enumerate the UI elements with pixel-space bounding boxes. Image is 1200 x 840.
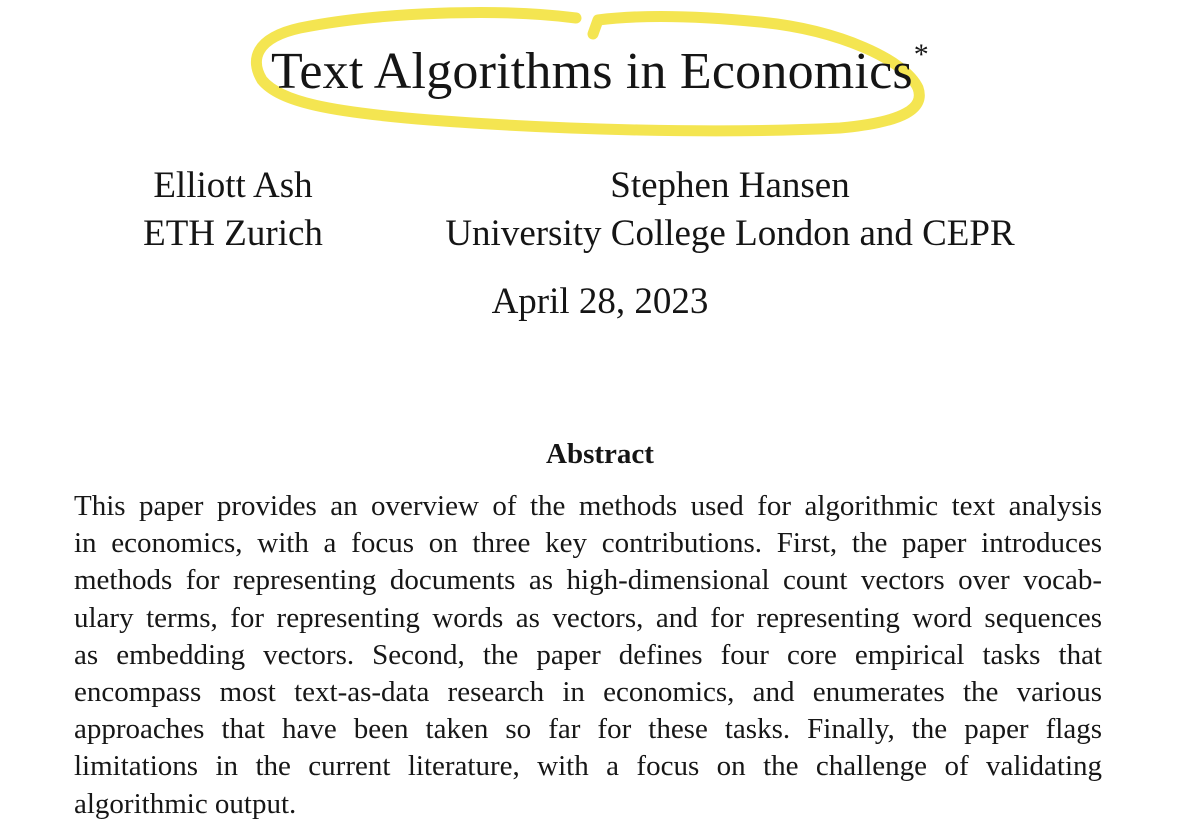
paper-title: [0, 38, 1200, 100]
author-name: Stephen Hansen: [610, 165, 850, 206]
paper-title-text: Text Algorithms in Economics: [271, 43, 913, 100]
abstract-line: algorithmic output.: [74, 787, 297, 820]
abstract-heading: Abstract: [546, 438, 654, 470]
abstract-line: ulary terms, for representing words as vectors, and for representing word sequences: [74, 601, 1102, 634]
title-footnote-mark: *: [913, 38, 929, 71]
author-block-1: [118, 162, 348, 258]
abstract-line: methods for representing documents as high-dimensional count vectors over vocab-: [74, 564, 1102, 597]
author-name: Elliott Ash: [153, 165, 313, 206]
abstract-body: [74, 488, 1102, 823]
abstract-line: approaches that have been taken so far for these tasks. Finally, the paper flags: [74, 713, 1102, 746]
abstract-line: as embedding vectors. Second, the paper defines four core empirical tasks that: [74, 638, 1102, 671]
author-affiliation: ETH Zurich: [143, 213, 323, 254]
abstract-line: encompass most text-as-data research in economics, and enumerates the various: [74, 675, 1102, 708]
abstract-line: limitations in the current literature, with a focus on the challenge of validating: [74, 750, 1102, 783]
abstract-line: This paper provides an overview of the methods used for algorithmic text analysis: [74, 490, 1102, 522]
paper-date: April 28, 2023: [491, 281, 709, 322]
abstract-line: in economics, with a focus on three key contributions. First, the paper introduces: [74, 527, 1102, 560]
author-affiliation: University College London and CEPR: [445, 213, 1015, 254]
author-block-2: [420, 162, 1040, 258]
